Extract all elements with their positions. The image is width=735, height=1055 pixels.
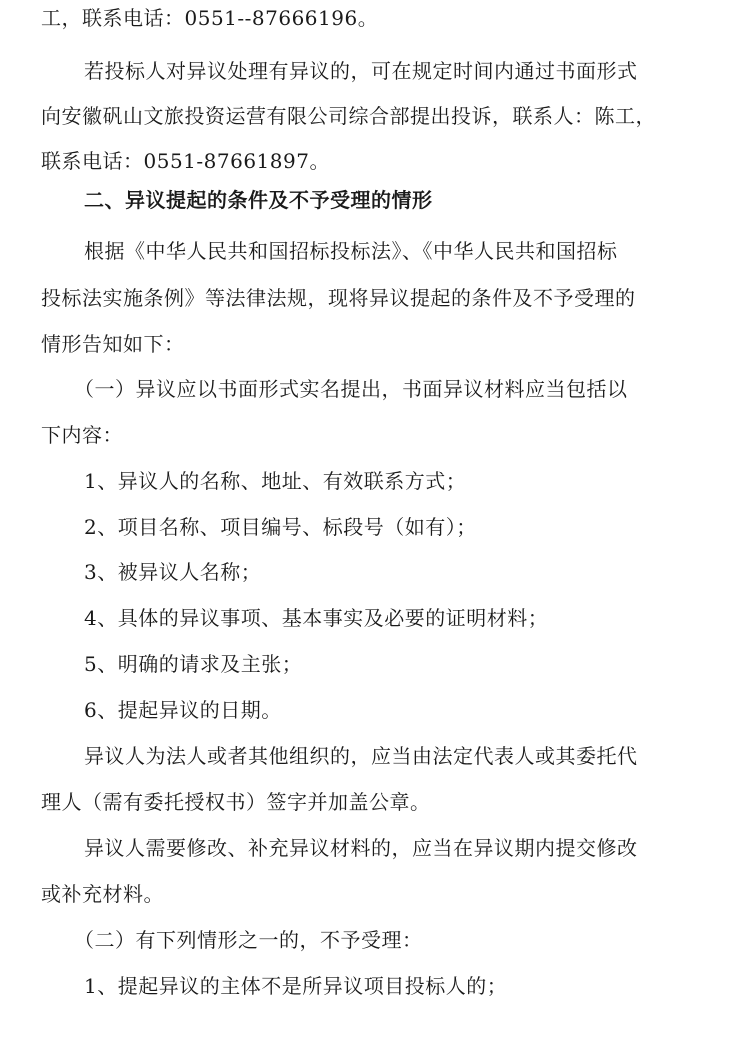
- text-line: [0, 101, 735, 131]
- text-line: [0, 236, 735, 266]
- text-line: [0, 283, 735, 313]
- line-text: 联系电话：0551-87661897。: [41, 149, 330, 173]
- list-item: [0, 603, 735, 633]
- list-item: [0, 649, 735, 679]
- line-text: 异议人为法人或者其他组织的，应当由法定代表人或其委托代: [84, 744, 638, 768]
- line-text: 工，联系电话：0551--87666196。: [41, 6, 379, 30]
- line-text: 异议人需要修改、补充异议材料的，应当在异议期内提交修改: [84, 836, 638, 860]
- list-item-text: 1、异议人的名称、地址、有效联系方式；: [84, 469, 467, 493]
- text-line: [0, 787, 735, 817]
- list-item: [0, 695, 735, 725]
- text-line: [0, 833, 735, 863]
- line-text: 情形告知如下：: [41, 332, 185, 356]
- list-item-text: 1、提起异议的主体不是所异议项目投标人的；: [84, 974, 508, 998]
- text-line: [0, 374, 735, 404]
- line-text: 投标法实施条例》等法律法规，现将异议提起的条件及不予受理的: [41, 286, 636, 310]
- text-line: [0, 329, 735, 359]
- line-text: 若投标人对异议处理有异议的，可在规定时间内通过书面形式: [84, 59, 638, 83]
- line-text: 或补充材料。: [41, 882, 164, 906]
- text-line: [0, 420, 735, 450]
- text-line: [0, 56, 735, 86]
- line-text: （二）有下列情形之一的，不予受理：: [74, 928, 423, 952]
- list-item: [0, 512, 735, 542]
- text-line: [0, 741, 735, 771]
- text-line: [0, 925, 735, 955]
- line-text: 下内容：: [41, 423, 123, 447]
- list-item-text: 2、项目名称、项目编号、标段号（如有）；: [84, 515, 477, 539]
- section-heading: [0, 185, 735, 215]
- list-item-text: 3、被异议人名称；: [84, 560, 262, 584]
- list-item-text: 4、具体的异议事项、基本事实及必要的证明材料；: [84, 606, 549, 630]
- list-item-text: 6、提起异议的日期。: [84, 698, 282, 722]
- line-text: 根据《中华人民共和国招标投标法》、《中华人民共和国招标: [84, 239, 618, 263]
- text-line: [0, 3, 735, 33]
- list-item: [0, 466, 735, 496]
- text-line: [0, 146, 735, 176]
- text-line: [0, 879, 735, 909]
- heading-text: 二、异议提起的条件及不予受理的情形: [84, 188, 433, 212]
- list-item-text: 5、明确的请求及主张；: [84, 652, 303, 676]
- list-item: [0, 557, 735, 587]
- line-text: 理人（需有委托授权书）签字并加盖公章。: [41, 790, 431, 814]
- line-text: 向安徽矾山文旅投资运营有限公司综合部提出投诉，联系人：陈工，: [41, 104, 656, 128]
- list-item: [0, 971, 735, 1001]
- line-text: （一）异议应以书面形式实名提出，书面异议材料应当包括以: [74, 377, 628, 401]
